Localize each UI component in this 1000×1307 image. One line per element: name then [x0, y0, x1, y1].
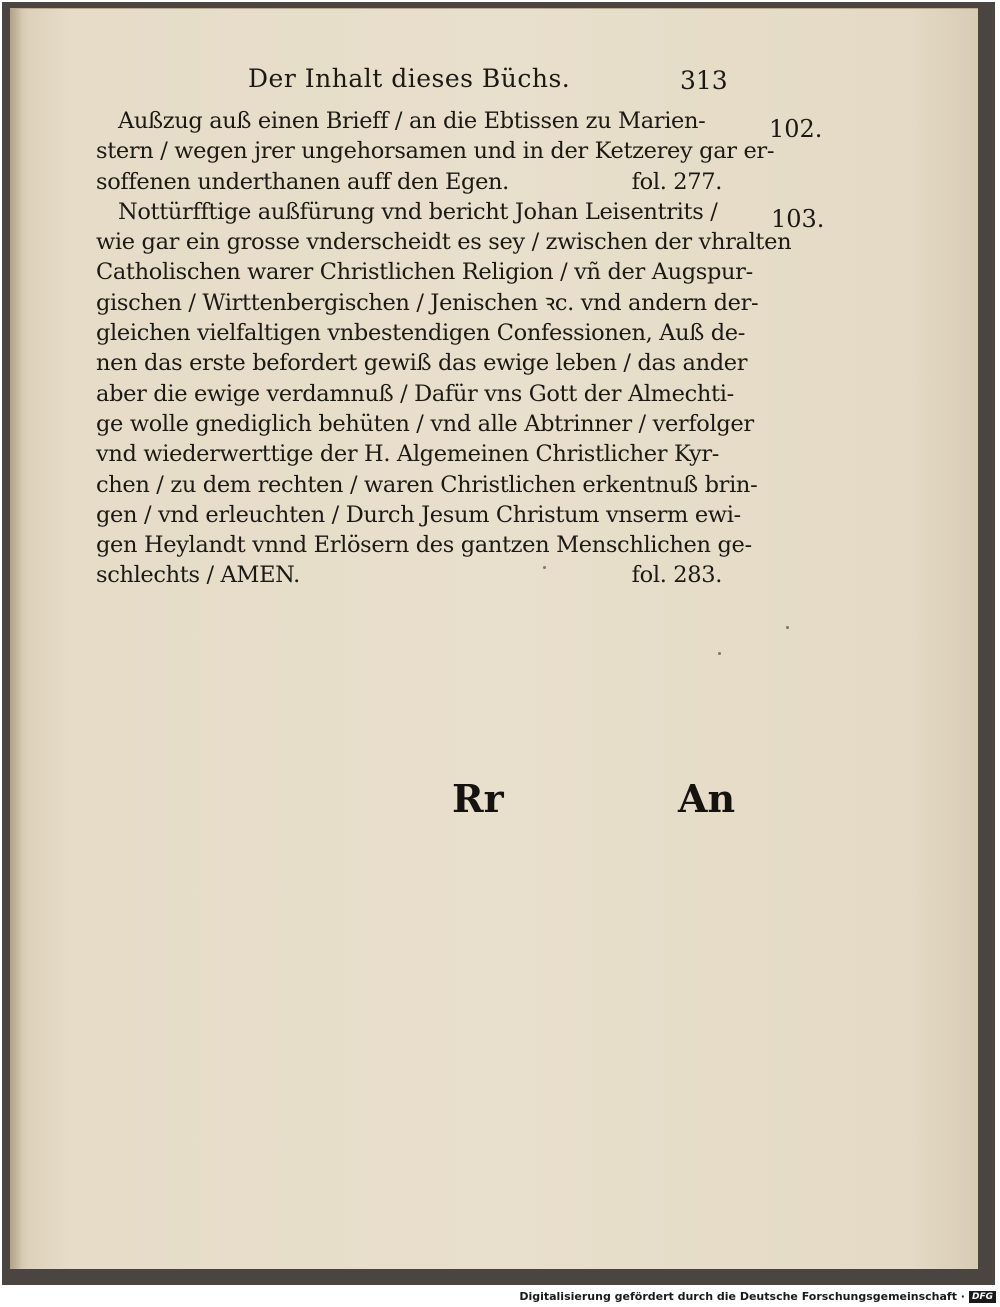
paper-speck: [718, 652, 721, 655]
folio-reference: fol. 283.: [631, 562, 722, 589]
catchword: An: [678, 776, 736, 821]
text-line: aber die ewige verdamnuß / Dafür vns Gott der Almechti-: [96, 380, 734, 407]
running-header: Der Inhalt dieses Büchs.: [248, 64, 571, 93]
folio-reference: fol. 277.: [631, 168, 722, 195]
text-line: gen / vnd erleuchten / Durch Jesum Christum vnserm ewi-: [96, 501, 741, 528]
text-line: Außzug auß einen Brieff / an die Ebtissen zu Marien-: [118, 108, 706, 134]
text-line: vnd wiederwerttige der H. Algemeinen Christlicher Kyr-: [96, 441, 719, 468]
text-line: Nottürfftige außfürung vnd bericht Johan Leisentrits /: [118, 198, 718, 225]
paper-speck: [543, 566, 546, 569]
text-line-with-folio: [96, 167, 722, 197]
text-line: gischen / Wirttenbergischen / Jenischen ꝛc. vnd andern der-: [96, 289, 759, 316]
margin-entry-number-103: 103.: [771, 205, 825, 233]
text-line: gleichen vielfaltigen vnbestendigen Confessionen, Auß de-: [96, 320, 746, 347]
digitization-credit: [519, 1290, 996, 1303]
text-line-with-folio: [96, 560, 722, 590]
text-line: ge wolle gnediglich behüten / vnd alle Abtrinner / verfolger: [96, 410, 754, 437]
text-line: soffenen underthanen auff den Egen.: [96, 168, 509, 195]
dfg-logo: DFG: [969, 1291, 996, 1303]
text-line: schlechts / AMEN.: [96, 562, 300, 589]
signature-mark: Rr: [452, 776, 504, 821]
body-text: [96, 106, 792, 591]
text-line: chen / zu dem rechten / waren Christlichen erkentnuß brin-: [96, 471, 758, 498]
text-line: stern / wegen jrer ungehorsamen und in der Ketzerey gar er-: [96, 138, 775, 165]
page-gutter-shadow: [10, 9, 22, 1269]
text-line: wie gar ein grosse vnderscheidt es sey / zwischen der vhralten: [96, 229, 792, 256]
text-line: nen das erste befordert gewiß das ewige leben / das ander: [96, 350, 748, 377]
paper-speck: [786, 626, 789, 629]
text-line: gen Heylandt vnnd Erlösern des gantzen Menschlichen ge-: [96, 532, 752, 559]
page-number: 313: [680, 66, 728, 95]
credit-text: Digitalisierung gefördert durch die Deutsche Forschungsgemeinschaft ·: [519, 1290, 965, 1303]
margin-entry-number-102: 102.: [769, 115, 823, 143]
text-line: Catholischen warer Christlichen Religion / vñ der Augspur-: [96, 259, 753, 286]
